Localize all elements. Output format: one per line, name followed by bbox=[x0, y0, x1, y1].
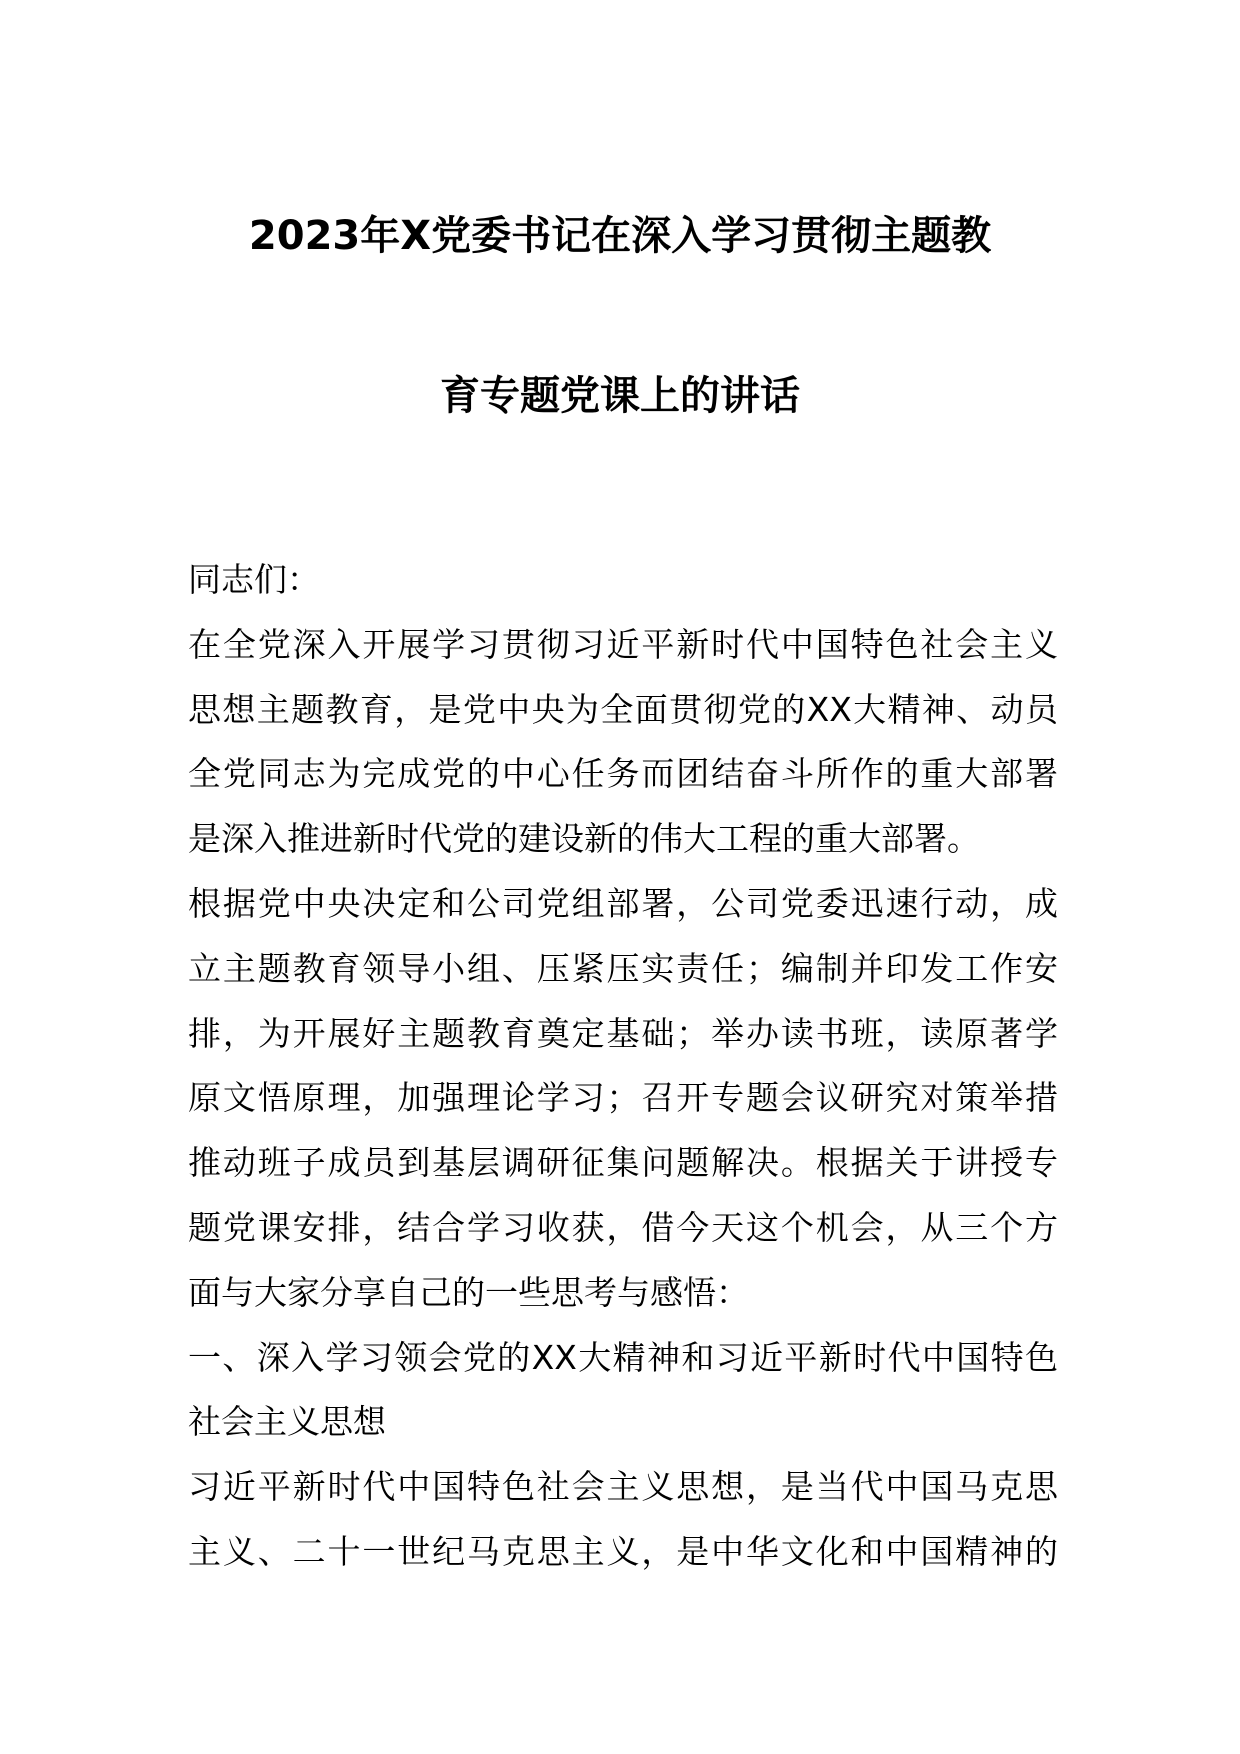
document-title-line-2: 育专题党课上的讲话 bbox=[440, 373, 800, 419]
body-line: 是深入推进新时代党的建设新的伟大工程的重大部署。 bbox=[188, 819, 980, 859]
body-line: 思想主题教育，是党中央为全面贯彻党的XX大精神、动员 bbox=[188, 689, 1058, 729]
body-line: 习近平新时代中国特色社会主义思想，是当代中国马克思 bbox=[188, 1467, 1058, 1507]
body-line: 主义、二十一世纪马克思主义，是中华文化和中国精神的 bbox=[188, 1531, 1058, 1571]
document-body bbox=[188, 548, 1058, 1585]
section-heading-line: 一、深入学习领会党的XX大精神和习近平新时代中国特色 bbox=[188, 1337, 1058, 1377]
body-line: 原文悟原理，加强理论学习；召开专题会议研究对策举措 bbox=[188, 1078, 1058, 1118]
body-line: 排，为开展好主题教育奠定基础；举办读书班，读原著学 bbox=[188, 1013, 1058, 1053]
body-line: 根据党中央决定和公司党组部署，公司党委迅速行动，成 bbox=[188, 883, 1058, 923]
salutation: 同志们： bbox=[188, 560, 320, 599]
body-line: 立主题教育领导小组、压紧压实责任；编制并印发工作安 bbox=[188, 948, 1058, 988]
section-heading-line: 社会主义思想 bbox=[188, 1402, 386, 1442]
body-line: 全党同志为完成党的中心任务而团结奋斗所作的重大部署 bbox=[188, 754, 1058, 794]
body-line: 题党课安排，结合学习收获，借今天这个机会，从三个方 bbox=[188, 1207, 1058, 1247]
body-line: 在全党深入开展学习贯彻习近平新时代中国特色社会主义 bbox=[188, 624, 1058, 664]
document-title-line-1: 2023年X党委书记在深入学习贯彻主题教 bbox=[248, 213, 992, 259]
body-line: 推动班子成员到基层调研征集问题解决。根据关于讲授专 bbox=[188, 1143, 1058, 1183]
body-line: 面与大家分享自己的一些思考与感悟： bbox=[188, 1272, 749, 1312]
